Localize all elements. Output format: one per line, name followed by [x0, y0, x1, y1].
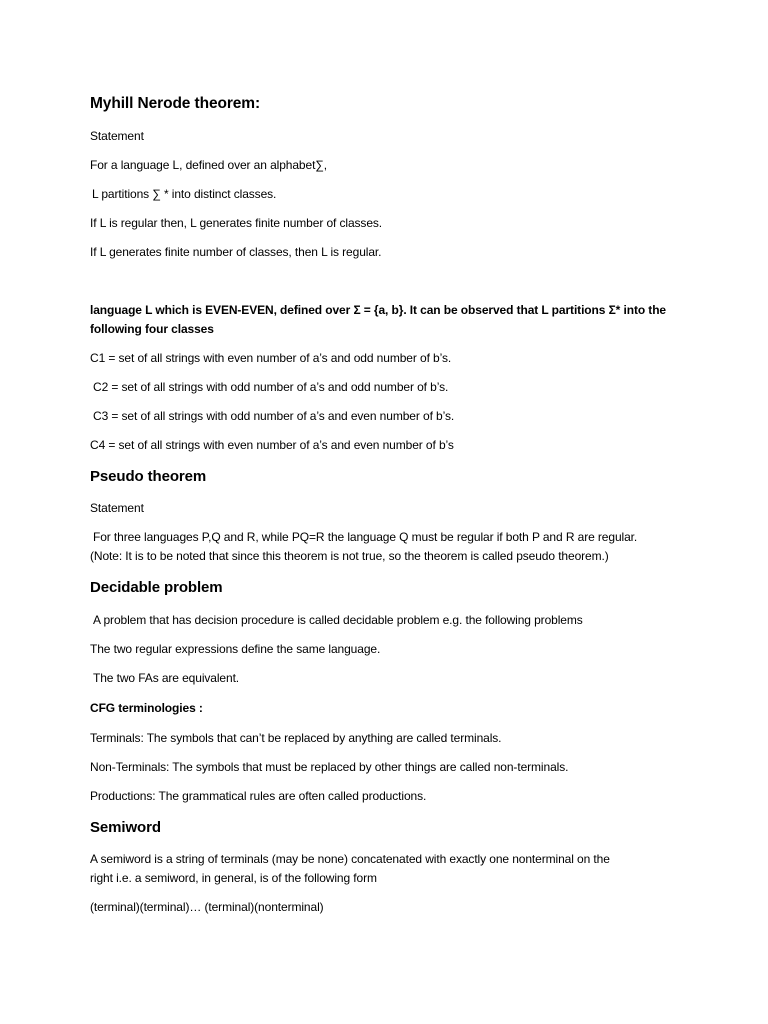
myhill-line-1: For a language L, defined over an alphabet∑, — [90, 158, 327, 172]
class-c4: C4 = set of all strings with even number of a’s and even number of b’s — [90, 438, 454, 452]
class-c3: C3 = set of all strings with odd number of a’s and even number of b’s. — [93, 409, 455, 423]
cfg-non-terminals: Non-Terminals: The symbols that must be replaced by other things are called non-terminals. — [90, 760, 569, 774]
semiword-heading: Semiword — [90, 819, 161, 836]
even-even-intro-line-2: following four classes — [90, 322, 214, 336]
pseudo-statement-label: Statement — [90, 501, 144, 515]
pseudo-line-2: (Note: It is to be noted that since this theorem is not true, so the theorem is called pseudo theorem.) — [90, 549, 609, 563]
semiword-line-2: right i.e. a semiword, in general, is of the following form — [90, 871, 377, 885]
myhill-nerode-heading: Myhill Nerode theorem: — [90, 95, 261, 112]
cfg-terminologies-heading: CFG terminologies : — [90, 701, 203, 715]
even-even-intro-line-1: language L which is EVEN-EVEN, defined over Σ = {a, b}. It can be observed that L partitions Σ* into the — [90, 303, 667, 317]
pseudo-theorem-heading: Pseudo theorem — [90, 468, 207, 485]
cfg-terminals: Terminals: The symbols that can’t be replaced by anything are called terminals. — [90, 731, 502, 745]
class-c2: C2 = set of all strings with odd number of a’s and odd number of b’s. — [93, 380, 449, 394]
pseudo-line-1: For three languages P,Q and R, while PQ=R the language Q must be regular if both P and R are regular. — [93, 530, 638, 544]
myhill-line-4: If L generates finite number of classes, then L is regular. — [90, 245, 382, 259]
decidable-problem-heading: Decidable problem — [90, 579, 223, 596]
semiword-line-1: A semiword is a string of terminals (may be none) concatenated with exactly one nonterminal on the — [90, 852, 610, 866]
decidable-line-3: The two FAs are equivalent. — [93, 671, 240, 685]
decidable-line-2: The two regular expressions define the same language. — [90, 642, 381, 656]
myhill-line-2: L partitions ∑ * into distinct classes. — [92, 187, 277, 201]
myhill-statement-label: Statement — [90, 129, 144, 143]
myhill-line-3: If L is regular then, L generates finite number of classes. — [90, 216, 383, 230]
class-c1: C1 = set of all strings with even number of a’s and odd number of b’s. — [90, 351, 452, 365]
decidable-line-1: A problem that has decision procedure is called decidable problem e.g. the following problems — [93, 613, 583, 627]
semiword-form: (terminal)(terminal)… (terminal)(nonterminal) — [90, 900, 324, 914]
cfg-productions: Productions: The grammatical rules are often called productions. — [90, 789, 427, 803]
